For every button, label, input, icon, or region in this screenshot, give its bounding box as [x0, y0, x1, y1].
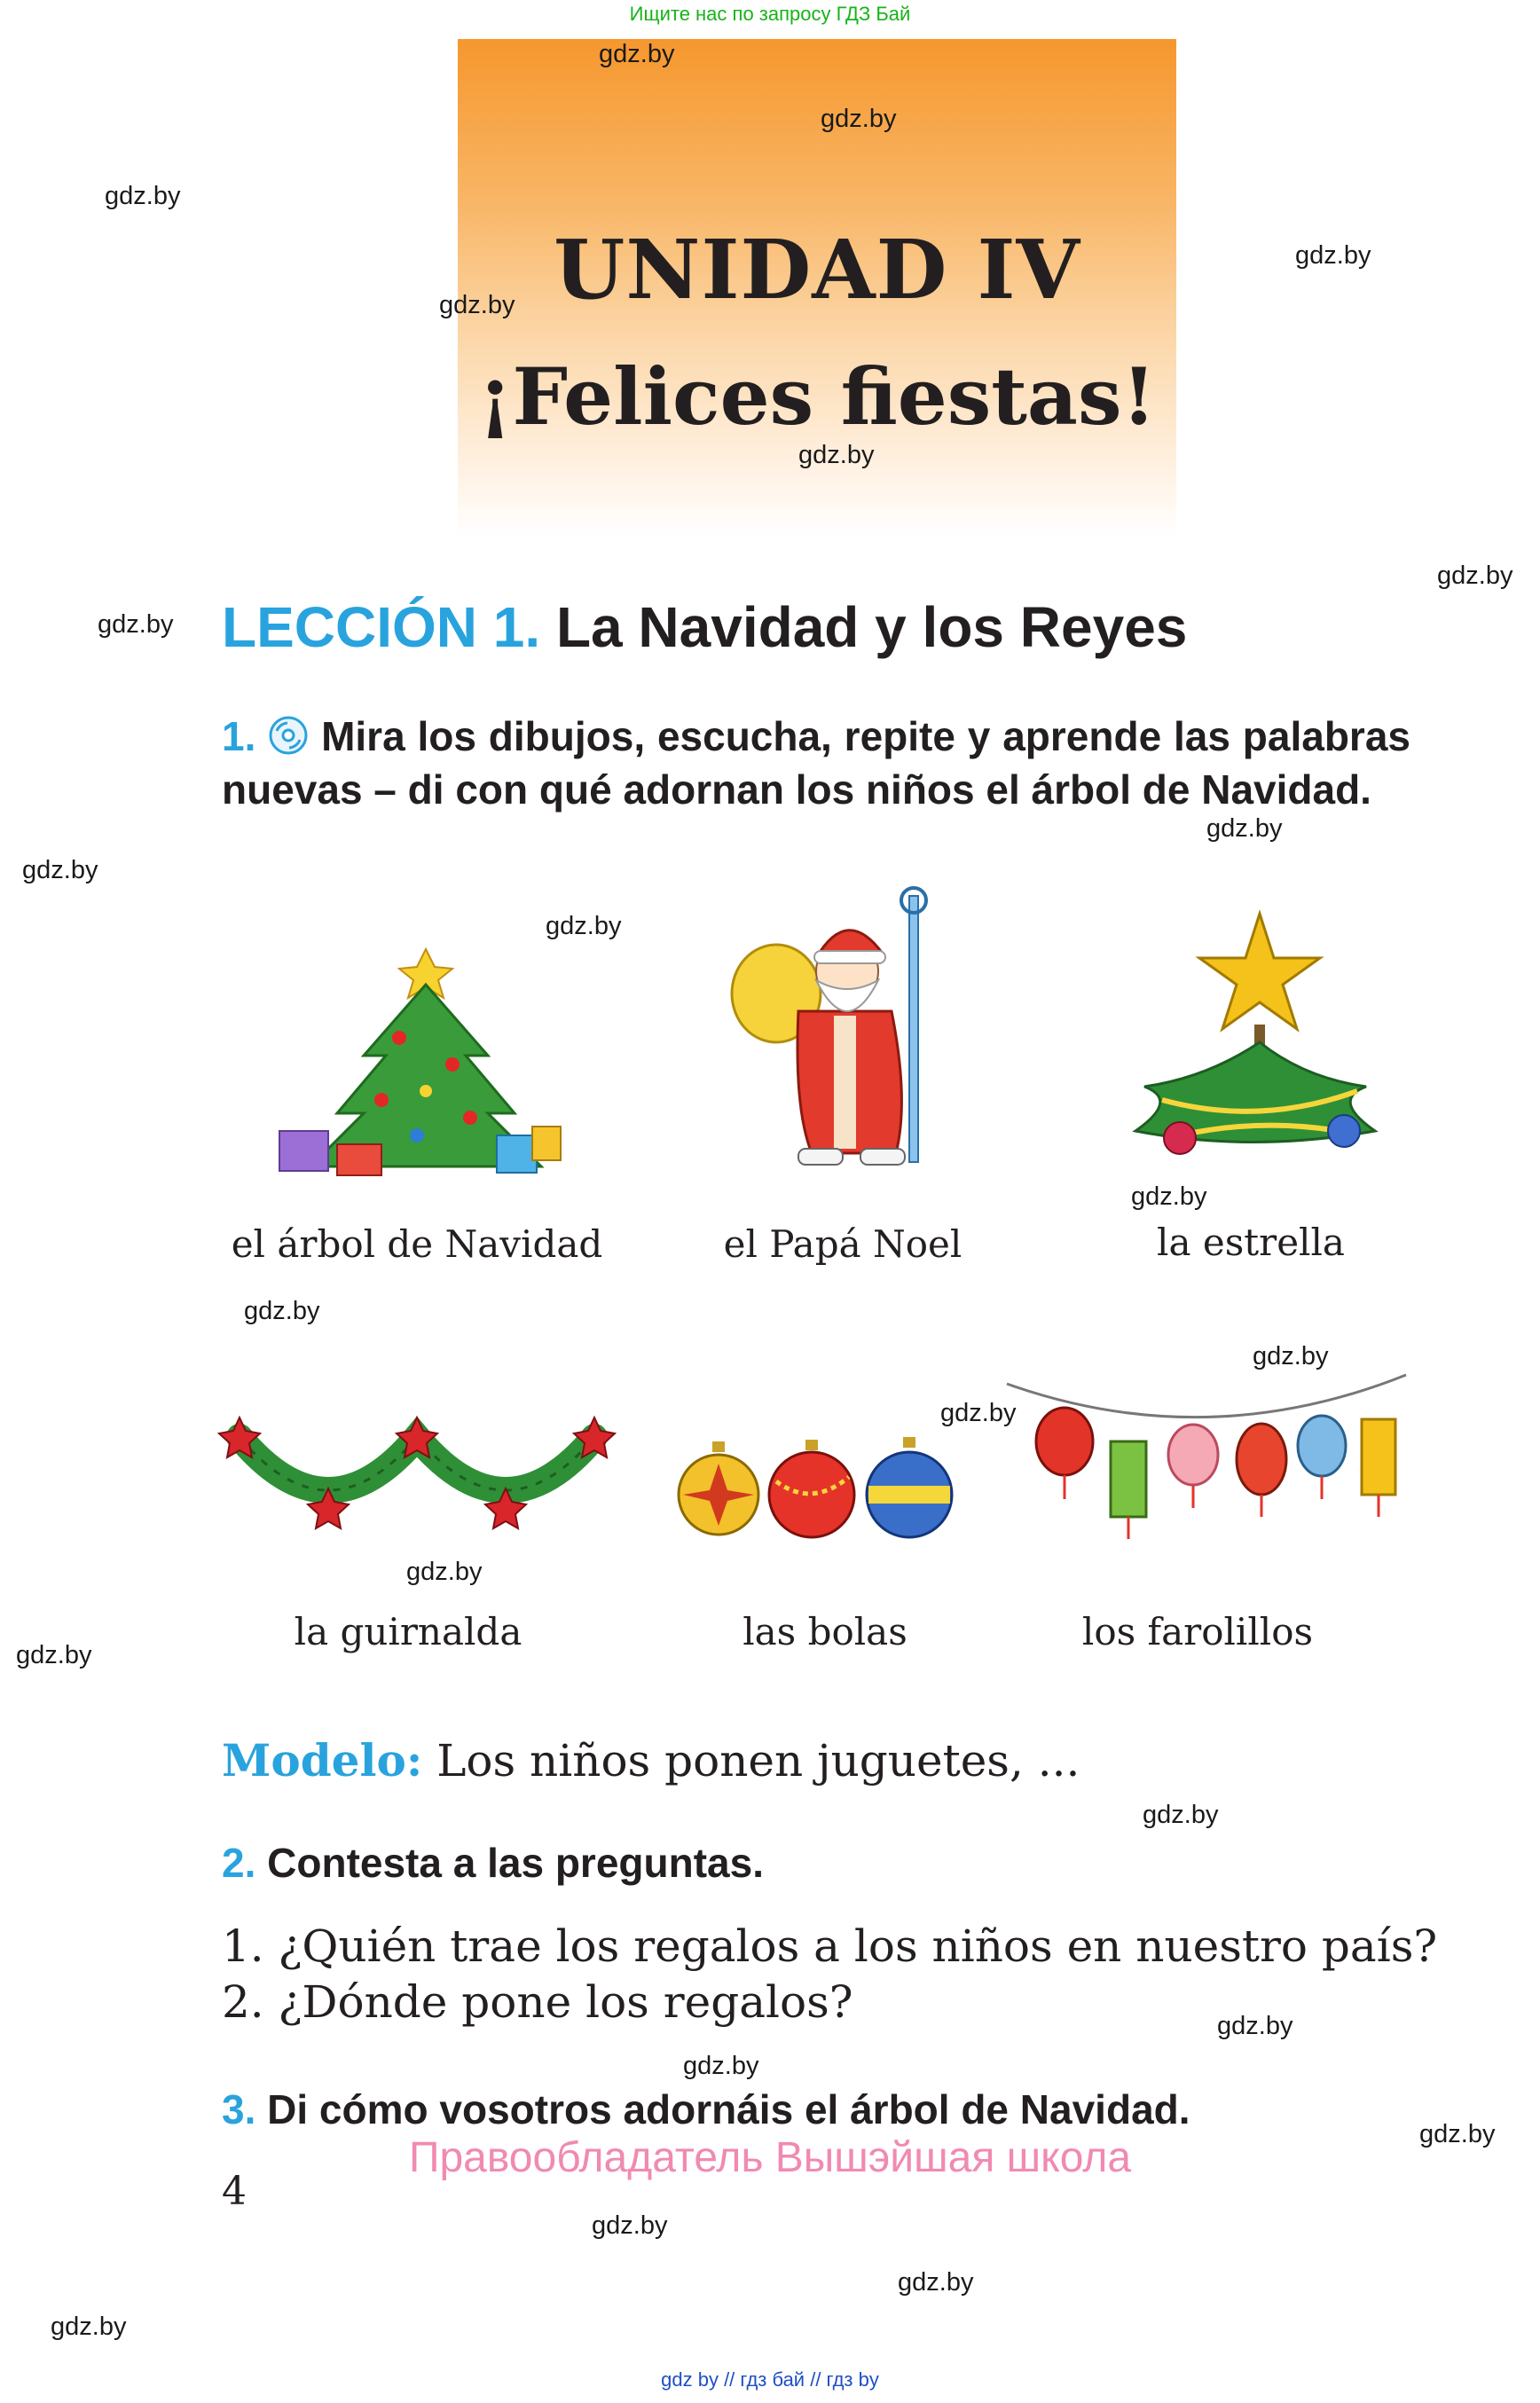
caption-tree: el árbol de Navidad [231, 1222, 603, 1266]
watermark: gdz.by [798, 441, 875, 469]
exercise-2 [222, 1836, 1410, 1889]
lesson-title: La Navidad y los Reyes [555, 595, 1188, 659]
watermark: gdz.by [105, 182, 181, 210]
unit-subtitle: ¡Felices fiestas! [477, 350, 1157, 443]
watermark: gdz.by [940, 1399, 1017, 1427]
baubles-image [679, 1437, 954, 1552]
header-search-line: Ищите нас по запросу ГДЗ Бай [629, 3, 911, 25]
caption-garland: la guirnalda [294, 1610, 522, 1653]
watermark: gdz.by [244, 1297, 320, 1325]
exercise-2-number: 2. [222, 1840, 256, 1886]
watermark: gdz.by [592, 2211, 668, 2240]
watermark: gdz.by [1217, 2012, 1293, 2040]
question-2: 2. ¿Dónde pone los regalos? [222, 1976, 853, 2028]
watermark: gdz.by [16, 1641, 92, 1669]
exercise-1-text: Mira los dibujos, escucha, repite y aprende las palabras nuevas – di con qué adornan los niños el árbol de Navidad. [222, 713, 1410, 813]
cd-icon [268, 715, 309, 756]
unit-title: UNIDAD IV [554, 222, 1080, 318]
watermark: gdz.by [1143, 1801, 1219, 1829]
watermark: gdz.by [1419, 2120, 1496, 2148]
watermark: gdz.by [683, 2052, 759, 2080]
christmas-tree-image [275, 931, 559, 1189]
watermark: gdz.by [1253, 1342, 1329, 1370]
exercise-3 [222, 2083, 1410, 2136]
caption-lanterns: los farolillos [1081, 1610, 1314, 1653]
modelo-line [222, 1734, 1080, 1787]
watermark: gdz.by [51, 2313, 127, 2341]
watermark: gdz.by [1131, 1182, 1207, 1211]
watermark: gdz.by [406, 1558, 483, 1586]
rights-holder-notice: Правообладатель Вышэйшая школа [408, 2134, 1132, 2181]
exercise-1-number: 1. [222, 713, 256, 759]
modelo-label: Modelo: [222, 1734, 423, 1787]
watermark: gdz.by [22, 856, 98, 884]
exercise-2-text: Contesta a las preguntas. [267, 1840, 764, 1886]
caption-santa: el Papá Noel [723, 1222, 962, 1266]
exercise-3-number: 3. [222, 2086, 256, 2132]
footer-links-line: gdz by // гдз бай // гдз by [661, 2368, 879, 2391]
exercise-1 [222, 710, 1410, 816]
lesson-number: LECCIÓN 1. [222, 595, 541, 659]
watermark: gdz.by [1206, 814, 1283, 843]
santa-image [727, 887, 958, 1171]
watermark: gdz.by [98, 610, 174, 639]
watermark: gdz.by [546, 912, 622, 940]
lanterns-image [1002, 1357, 1410, 1561]
watermark: gdz.by [1295, 241, 1371, 270]
caption-baubles: las bolas [742, 1610, 908, 1653]
exercise-3-text: Di cómo vosotros adornáis el árbol de Navidad. [267, 2086, 1190, 2132]
question-1: 1. ¿Quién trae los regalos a los niños en nuestro país? [222, 1920, 1438, 1972]
modelo-text: Los niños ponen juguetes, ... [436, 1735, 1080, 1787]
lesson-heading [222, 594, 1187, 660]
watermark: gdz.by [898, 2268, 974, 2297]
watermark: gdz.by [439, 291, 515, 319]
garland-image [222, 1402, 621, 1552]
watermark: gdz.by [821, 105, 897, 133]
watermark: gdz.by [1437, 561, 1513, 590]
page-number: 4 [222, 2169, 247, 2214]
watermark: gdz.by [599, 40, 675, 68]
star-image [1127, 909, 1384, 1184]
caption-star: la estrella [1157, 1221, 1345, 1264]
